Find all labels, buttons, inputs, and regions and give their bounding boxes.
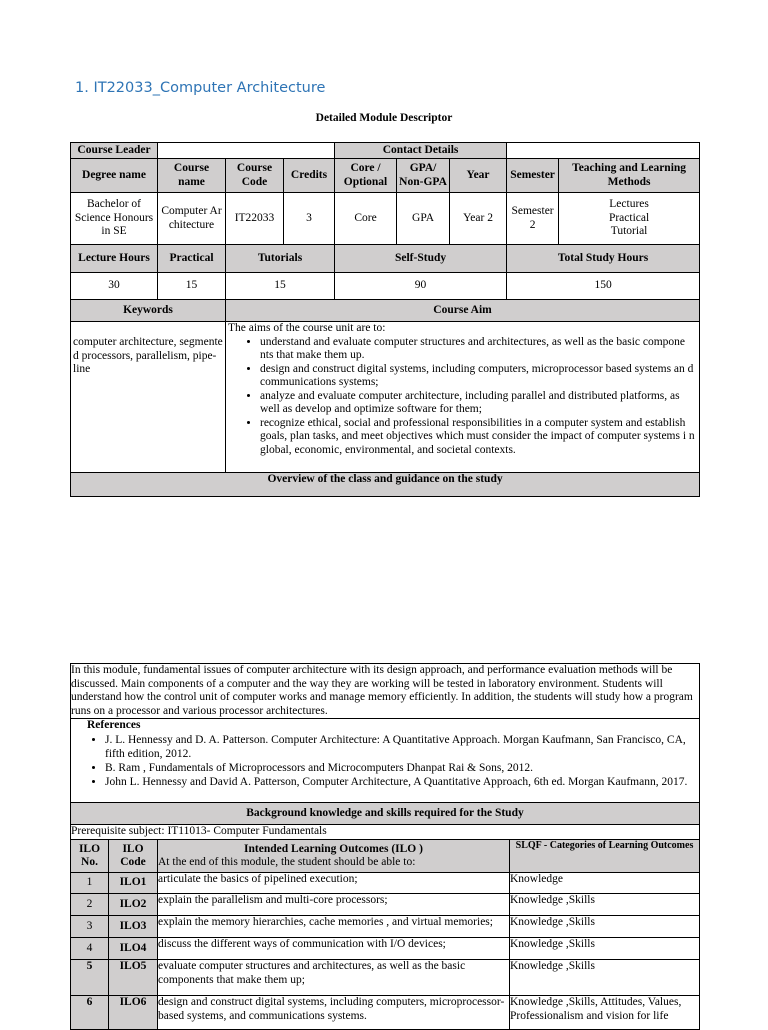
- ilo-code: ILO1: [109, 873, 158, 894]
- references-label: References: [87, 719, 141, 731]
- aim-list: [228, 336, 697, 458]
- header-tutorials: Tutorials: [226, 245, 335, 273]
- reference-item: • B. Ram , Fundamentals of Microprocessors and Microcomputers Dhanpat Rai & Sons, 2012.: [105, 761, 699, 775]
- ilo-text: discuss the different ways of communication with I/O devices;: [158, 938, 510, 960]
- course-leader-value: [158, 143, 335, 159]
- header-core-optional: Core / Optional: [335, 159, 397, 193]
- aim-item: • recognize ethical, social and professional responsibilities in a computer system and establish goals, plan tasks, and meet objectives which must consider the impact of computer systems i n global, economic, environmental, and societal contexts.: [260, 417, 697, 458]
- reference-item: • John L. Hennessy and David A. Patterson, Computer Architecture, A Quantitative Approach, 6th ed. Morgan Kaufmann, 2017.: [105, 775, 699, 789]
- aim-item: • understand and evaluate computer structures and architectures, as well as the basic compone nts that make them up.: [260, 336, 697, 363]
- reference-item: • J. L. Hennessy and D. A. Patterson. Computer Architecture: A Quantitative Approach. Morgan Kaufmann, San Francisco, CA, fifth edition, 2012.: [105, 733, 699, 761]
- practical-hours-value: 15: [158, 273, 226, 300]
- ilo-text: evaluate computer structures and architectures, as well as the basic components that make them up;: [158, 960, 510, 996]
- header-ilo-title-cell: [158, 840, 510, 873]
- contact-details-label: Contact Details: [335, 143, 507, 159]
- aim-intro: The aims of the course unit are to:: [228, 322, 386, 334]
- ilo-code: ILO4: [109, 938, 158, 960]
- overview-label: Overview of the class and guidance on the study: [71, 473, 700, 497]
- course-leader-label: Course Leader: [71, 143, 158, 159]
- header-degree-name: Degree name: [71, 159, 158, 193]
- method-item: Practical: [608, 211, 650, 224]
- ilo-code: ILO3: [109, 916, 158, 938]
- ilo-category: Knowledge ,Skills, Attitudes, Values, Professionalism and vision for life: [510, 996, 700, 1030]
- header-ilo-code: ILO Code: [109, 840, 158, 873]
- header-course-name: Course name: [158, 159, 226, 193]
- total-hours-value: 150: [507, 273, 700, 300]
- ilo-text: explain the memory hierarchies, cache memories , and virtual memories;: [158, 916, 510, 938]
- module-outcomes-table: [70, 663, 700, 1030]
- method-item: Lectures: [609, 198, 649, 211]
- ilo-no: 3: [71, 916, 109, 938]
- gpa-value: GPA: [397, 193, 450, 245]
- ilo-category: Knowledge ,Skills: [510, 938, 700, 960]
- header-slqf: SLQF - Categories of Learning Outcomes: [510, 840, 700, 873]
- references-cell: [71, 719, 700, 803]
- course-aim-label: Course Aim: [226, 300, 700, 322]
- degree-value: Bachelor of Science Honours in SE: [71, 193, 158, 245]
- header-ilo-no: ILO No.: [71, 840, 109, 873]
- contact-details-value: [507, 143, 700, 159]
- ilo-no: 4: [71, 938, 109, 960]
- ilo-code: ILO6: [109, 996, 158, 1030]
- header-self-study: Self-Study: [335, 245, 507, 273]
- header-year: Year: [450, 159, 507, 193]
- background-label: Background knowledge and skills required for the Study: [71, 803, 700, 825]
- keywords-value: computer architecture, segmente d processors, parallelism, pipe-line: [71, 322, 226, 473]
- semester-value: Semester 2: [507, 193, 559, 245]
- header-practical: Practical: [158, 245, 226, 273]
- ilo-text: design and construct digital systems, including computers, microprocessor-based systems, and communications systems.: [158, 996, 510, 1030]
- tutorial-hours-value: 15: [226, 273, 335, 300]
- header-gpa: GPA/ Non-GPA: [397, 159, 450, 193]
- ilo-no: 6: [71, 996, 109, 1030]
- header-lecture-hours: Lecture Hours: [71, 245, 158, 273]
- lecture-hours-value: 30: [71, 273, 158, 300]
- course-name-value: Computer Ar chitecture: [158, 193, 226, 245]
- ilo-code: ILO2: [109, 894, 158, 916]
- course-code-value: IT22033: [226, 193, 284, 245]
- ilo-category: Knowledge ,Skills: [510, 894, 700, 916]
- ilo-no: 1: [71, 873, 109, 894]
- header-credits: Credits: [284, 159, 335, 193]
- course-aim-value: [226, 322, 700, 473]
- ilo-category: Knowledge: [510, 873, 700, 894]
- ilo-category: Knowledge ,Skills: [510, 916, 700, 938]
- header-teaching-methods: Teaching and Learning Methods: [559, 159, 700, 193]
- aim-item: • design and construct digital systems, including computers, microprocessor based systems an d communications systems;: [260, 363, 697, 390]
- self-study-hours-value: 90: [335, 273, 507, 300]
- header-course-code: Course Code: [226, 159, 284, 193]
- credits-value: 3: [284, 193, 335, 245]
- references-list: [71, 733, 699, 789]
- ilo-text: explain the parallelism and multi-core processors;: [158, 894, 510, 916]
- header-total-hours: Total Study Hours: [507, 245, 700, 273]
- core-value: Core: [335, 193, 397, 245]
- year-value: Year 2: [450, 193, 507, 245]
- prerequisite-text: Prerequisite subject: IT11013- Computer Fundamentals: [71, 825, 700, 840]
- ilo-text: articulate the basics of pipelined execution;: [158, 873, 510, 894]
- aim-item: • analyze and evaluate computer architecture, including parallel and distributed platforms, as well as develop and optimize software for them;: [260, 390, 697, 417]
- keywords-label: Keywords: [71, 300, 226, 322]
- ilo-category: Knowledge ,Skills: [510, 960, 700, 996]
- ilo-code: ILO5: [109, 960, 158, 996]
- ilo-no: 2: [71, 894, 109, 916]
- module-subtitle: Detailed Module Descriptor: [315, 112, 453, 124]
- header-ilo-intro: At the end of this module, the student should be able to:: [158, 856, 416, 868]
- module-heading: 1. IT22033_Computer Architecture: [75, 80, 326, 96]
- module-details-table: [70, 142, 700, 497]
- teaching-methods-value: [559, 193, 700, 245]
- method-item: Tutorial: [610, 225, 648, 238]
- ilo-no: 5: [71, 960, 109, 996]
- overview-text: In this module, fundamental issues of computer architecture with its design approach, and performance evaluation methods will be discussed. Main components of a computer and the way they are working will be tested in laboratory environment. Students will understand how the control unit of computer works and manage memory efficiently. In addition, the students will study how a program runs on a processor and various processor architectures.: [71, 664, 700, 719]
- header-semester: Semester: [507, 159, 559, 193]
- header-ilo-title: Intended Learning Outcomes (ILO ): [244, 842, 423, 855]
